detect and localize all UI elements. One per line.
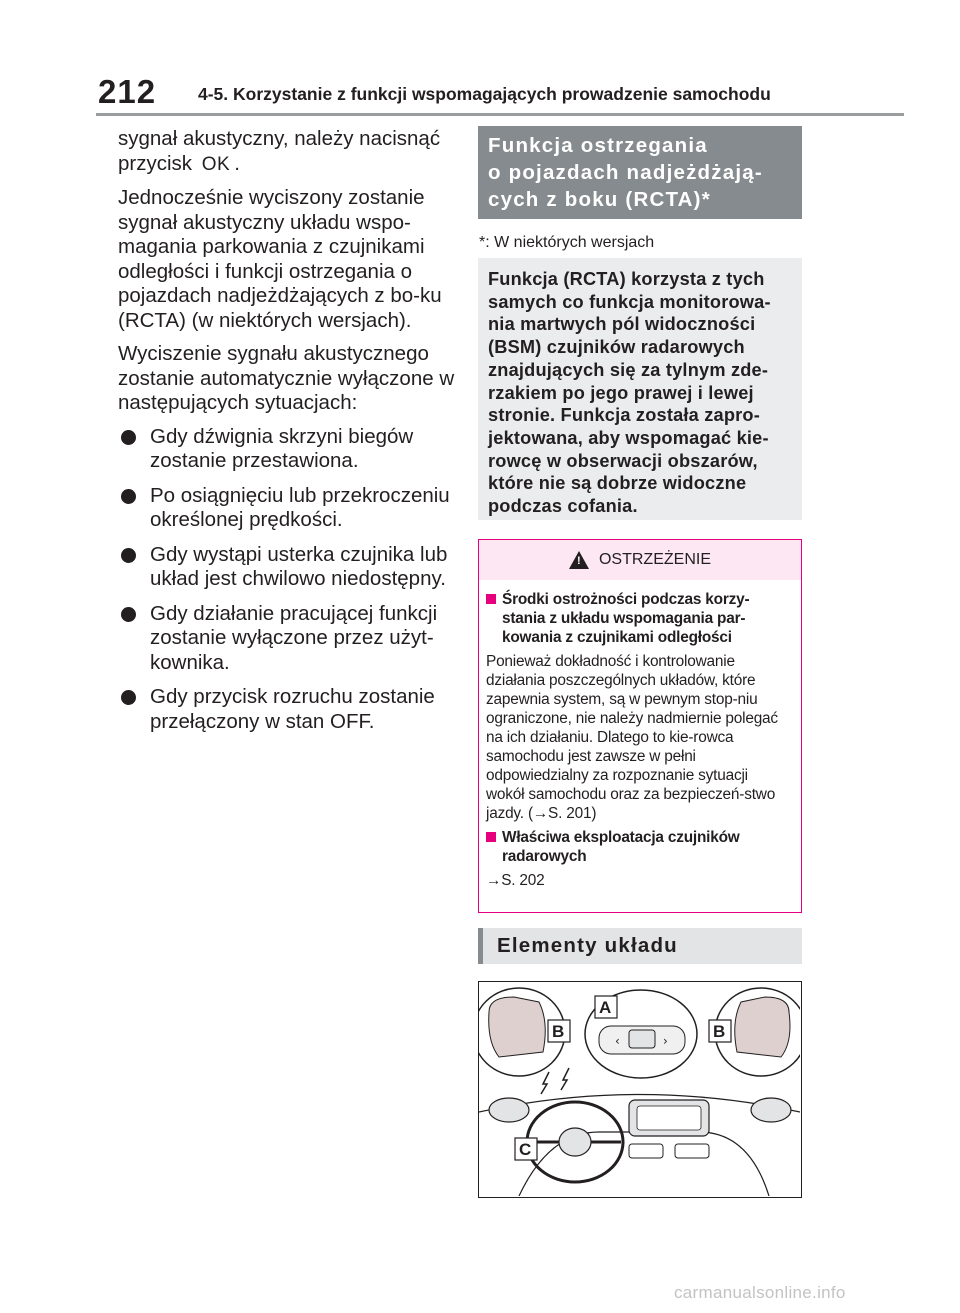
callout-c: C	[519, 1140, 532, 1159]
watermark: carmanualsonline.info	[674, 1283, 846, 1302]
page-number: 212	[98, 73, 157, 110]
paragraph-3: Wyciszenie sygnału akustycznego zostanie automatycznie wyłączone w następujących sytuacjach:	[118, 342, 455, 414]
section-heading-line: Funkcja ostrzegania	[488, 134, 708, 157]
warning-subheading	[486, 590, 789, 647]
footnote: *: W niektórych wersjach	[479, 234, 655, 251]
system-elements-illustration	[478, 981, 802, 1198]
list-item-text: Gdy dźwignia skrzyni biegów zostanie przestawiona.	[150, 424, 414, 472]
warning-subheading-text: Środki ostrożności podczas korzy-stania z układu wspomagania par-kowania z czujnikami odległości	[502, 591, 750, 646]
callout-b-left: B	[552, 1022, 565, 1041]
warning-subheading	[486, 828, 789, 866]
warning-icon: !	[569, 551, 589, 569]
list-item	[118, 602, 458, 676]
list-item	[118, 685, 458, 734]
square-bullet-icon	[486, 594, 496, 604]
list-item	[118, 425, 458, 474]
list-item	[118, 484, 458, 533]
section-heading-line: o pojazdach nadjeżdżają-	[488, 161, 763, 184]
svg-text:›: ›	[663, 1034, 668, 1048]
paragraph-1	[118, 127, 458, 177]
dashboard-illustration	[479, 982, 800, 1196]
warning-header	[479, 540, 801, 580]
callout-a: A	[599, 998, 612, 1017]
bullet-icon	[121, 690, 136, 705]
list-item-text: Po osiągnięciu lub przekroczeniu określonej prędkości.	[150, 483, 450, 531]
warning-box	[478, 539, 802, 913]
list-item-text: Gdy działanie pracującej funkcji zostanie wyłączone przez użyt-kownika.	[150, 601, 438, 674]
callout-b-right: B	[713, 1022, 726, 1041]
warning-subheading-text: Właściwa eksploatacja czujników radarowych	[502, 829, 740, 865]
conditions-list	[118, 425, 458, 735]
square-bullet-icon	[486, 832, 496, 842]
list-item-text: Gdy wystąpi usterka czujnika lub układ jest chwilowo niedostępny.	[150, 542, 448, 590]
warning-title: OSTRZEŻENIE	[598, 551, 711, 568]
bullet-icon	[121, 430, 136, 445]
section-heading-rcta	[478, 126, 802, 219]
chapter-title: 4-5. Korzystanie z funkcji wspomagających prowadzenie samochodu	[198, 84, 771, 104]
paragraph-1-end: .	[234, 151, 240, 175]
bullet-icon	[121, 607, 136, 622]
section-heading-elements: Elementy układu	[478, 928, 802, 964]
section-heading-line: cych z boku (RCTA)*	[488, 188, 711, 211]
warning-text: Ponieważ dokładność i kontrolowanie działania poszczególnych układów, które zapewnia system, są w pewnym stop-niu ograniczone, nie należy nadmiernie polegać na ich działaniu. Dlatego to kie-rowca samochodu jest zawsze w pełni odpowiedzialny za rozpoznanie sytuacji wokół samochodu oraz za bezpieczeń-stwo jazdy. (→S. 201)	[486, 653, 778, 822]
summary-box: Funkcja (RCTA) korzysta z tych samych co funkcja monitorowa-nia martwych pól widoczności (BSM) czujników radarowych znajdujących się za tylnym zde-rzakiem po jego prawej i lewej stronie. Funkcja została zapro-jektowana, aby wspomagać kie-rowcę w obserwacji obszarów, które nie są dobrze widoczne podczas cofania.	[478, 258, 802, 520]
ok-button-symbol: OK	[201, 153, 231, 175]
paragraph-2: Jednocześnie wyciszony zostanie sygnał akustyczny układu wspo-magania parkowania z czujnikami odległości i funkcji ostrzegania o pojazdach nadjeżdżających z bo-ku (RCTA) (w niektórych wersjach).	[118, 186, 442, 332]
header-divider	[96, 113, 904, 116]
warning-body	[479, 580, 801, 890]
bullet-icon	[121, 489, 136, 504]
bullet-icon	[121, 548, 136, 563]
paragraph-1-text: sygnał akustyczny, należy nacisnąć przycisk	[118, 127, 441, 175]
list-item-text: Gdy przycisk rozruchu zostanie przełączony w stan OFF.	[150, 685, 435, 733]
list-item	[118, 543, 458, 592]
page-reference: →S. 202	[486, 872, 545, 889]
svg-text:‹: ‹	[615, 1034, 620, 1048]
left-column	[118, 127, 458, 744]
